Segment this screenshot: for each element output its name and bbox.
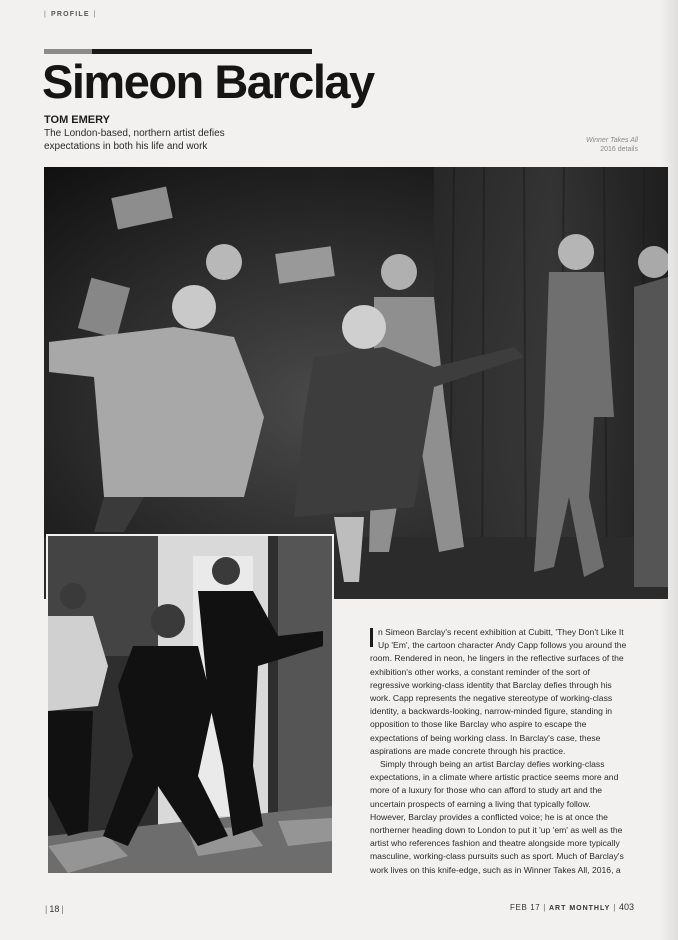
- standfirst: The London-based, northern artist defies expectations in both his life and work: [44, 128, 225, 152]
- right-page-number: 403: [618, 902, 634, 912]
- inset-photo: [46, 534, 334, 875]
- right-folio: FEB 17 | ART MONTHLY | 403: [510, 902, 634, 912]
- body-paragraph-2: Simply through being an artist Barclay defies working-class expectations, in a climate where artistic practice seems more and more of a luxury for those who can afford to study art and the uncertain prospects of earning a living that typically follow. However, Barclay provides a conflicted voice; he is at once the northerner heading down to London to put it 'up 'em' as well as the artist who references fashion and theatre alongside more typically masculine, working-class pursuits such as sport. Much of Barclay's work lives on this knife-edge, such as in Winner Takes All, 2016, a: [370, 759, 624, 875]
- dropcap: [370, 628, 373, 647]
- caption-details: 2016 details: [600, 146, 638, 153]
- paragraph-1-text: n Simeon Barclay's recent exhibition at Cubitt, 'They Don't Like It Up 'Em', the cartoon character Andy Capp follows you around the room. Rendered in neon, he lingers in the reflective surfaces of the exhibition's other works, a constant reminder of the sort of regressive working-class identity that Barclay defies through his work. Capp represents the negative stereotype of working-class identity, a backwards-looking, narrow-minded figure, standing in opposition to those like Barclay who aspire to escape the expectations of being working class. In Barclay's case, these aspirations are made concrete through his practice.: [370, 627, 627, 756]
- author-byline: TOM EMERY: [44, 114, 111, 126]
- body-paragraph-1: [370, 626, 628, 758]
- article-title: Simeon Barclay: [42, 55, 374, 108]
- section-label: | PROFILE |: [44, 11, 97, 18]
- title-rule: [44, 49, 312, 54]
- article-body: [370, 626, 628, 877]
- section-name: PROFILE: [51, 11, 90, 18]
- caption-work-title: Winner Takes All: [586, 137, 638, 144]
- issue-date: FEB 17: [510, 903, 541, 912]
- image-caption: [528, 136, 638, 154]
- left-page-number: 18: [49, 904, 60, 914]
- left-folio: | 18 |: [45, 904, 64, 914]
- magazine-name: ART MONTHLY: [548, 905, 611, 912]
